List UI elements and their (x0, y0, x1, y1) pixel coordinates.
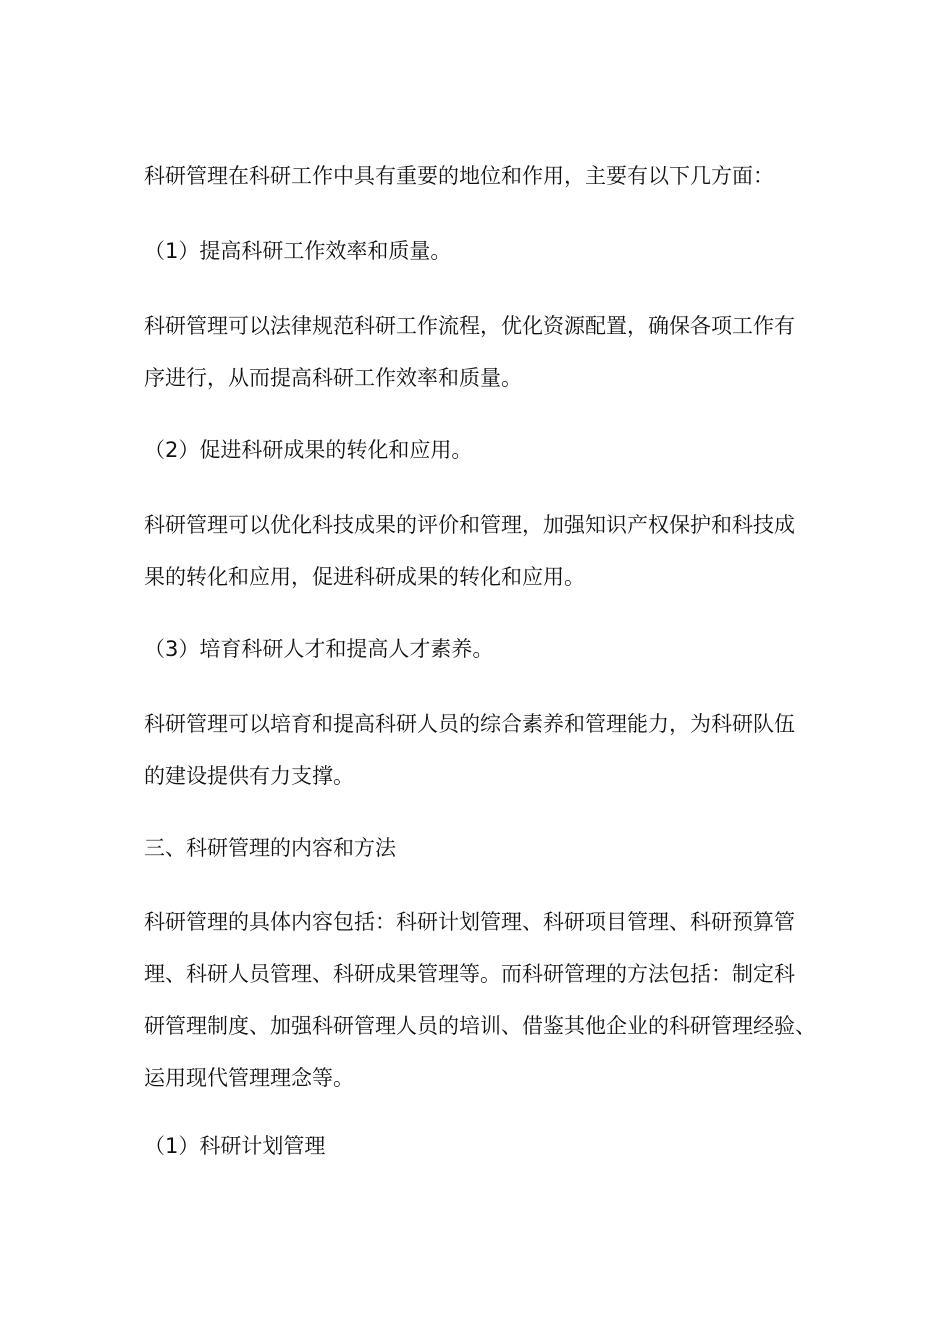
text-line: 三、科研管理的内容和方法 (144, 836, 396, 860)
paragraph-item-3 (144, 698, 814, 802)
text-line: 研管理制度、加强科研管理人员的培训、借鉴其他企业的科研管理经验、 (144, 1014, 816, 1038)
heading-item-1 (144, 225, 814, 277)
text-line: （2）促进科研成果的转化和应用。 (144, 438, 473, 462)
text-line: 序进行，从而提高科研工作效率和质量。 (144, 366, 522, 390)
text-line: 果的转化和应用，促进科研成果的转化和应用。 (144, 565, 585, 589)
heading-plan-management (144, 1120, 814, 1172)
paragraph-item-1 (144, 300, 814, 404)
text-line: （1）提高科研工作效率和质量。 (144, 239, 452, 263)
text-line: 科研管理在科研工作中具有重要的地位和作用，主要有以下几方面： (144, 164, 774, 188)
text-line: （3）培育科研人才和提高人才素养。 (144, 637, 494, 661)
text-line: 的建设提供有力支撑。 (144, 764, 354, 788)
text-line: 科研管理可以培育和提高科研人员的综合素养和管理能力，为科研队伍 (144, 712, 795, 736)
heading-item-2 (144, 424, 814, 476)
text-line: 科研管理可以优化科技成果的评价和管理，加强知识产权保护和科技成 (144, 513, 795, 537)
paragraph-intro (144, 150, 814, 202)
text-line: 科研管理可以法律规范科研工作流程，优化资源配置，确保各项工作有 (144, 314, 795, 338)
paragraph-item-2 (144, 499, 814, 603)
heading-item-3 (144, 623, 814, 675)
section-heading (144, 822, 814, 874)
text-line: （1）科研计划管理 (144, 1134, 326, 1158)
text-line: 理、科研人员管理、科研成果管理等。而科研管理的方法包括：制定科 (144, 962, 795, 986)
text-line: 科研管理的具体内容包括：科研计划管理、科研项目管理、科研预算管 (144, 910, 795, 934)
paragraph-section-body (144, 896, 814, 1104)
text-line: 运用现代管理理念等。 (144, 1066, 354, 1090)
